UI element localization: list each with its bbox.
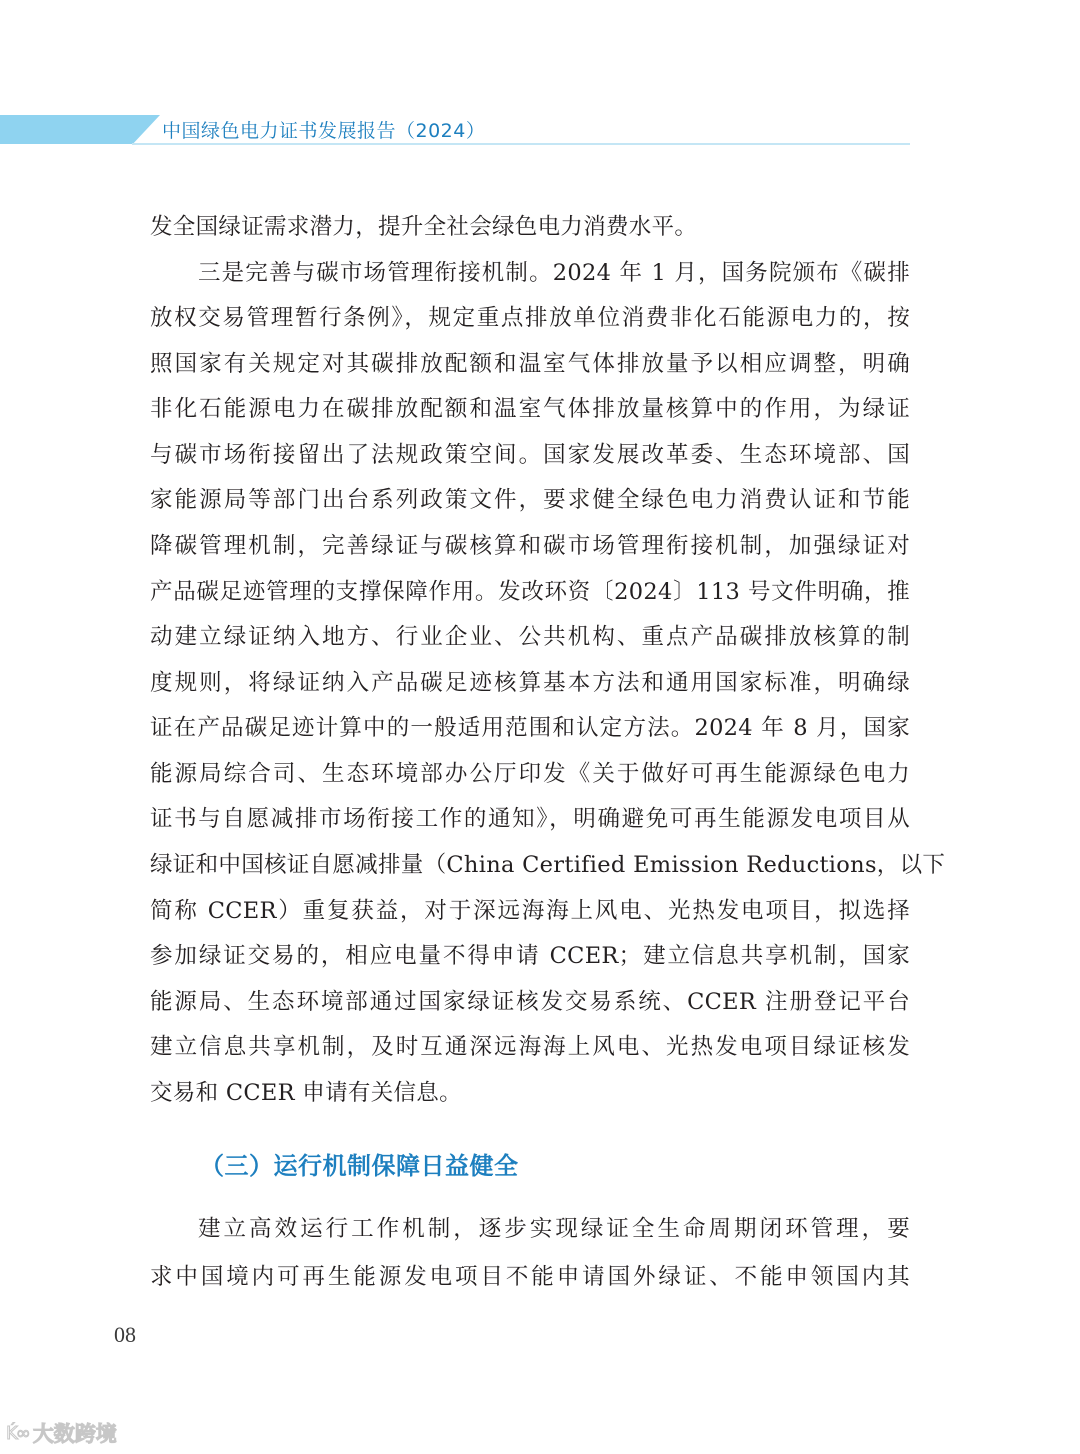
text-line: 能源局、生态环境部通过国家绿证核发交易系统、CCER 注册登记平台: [150, 989, 910, 1015]
text-line: 产品碳足迹管理的支撑保障作用。发改环资〔2024〕113 号文件明确，推: [150, 579, 910, 605]
text-line: 动建立绿证纳入地方、行业企业、公共机构、重点产品碳排放核算的制: [150, 624, 910, 650]
header-accent-band: [0, 115, 160, 144]
text-line: 三是完善与碳市场管理衔接机制。2024 年 1 月，国务院颁布《碳排: [198, 260, 910, 286]
watermark-text: 大数跨境: [32, 1422, 117, 1446]
section-heading: （三）运行机制保障日益健全: [200, 1152, 519, 1180]
text-line: 求中国境内可再生能源发电项目不能申请国外绿证、不能申领国内其: [150, 1264, 910, 1290]
text-line: 交易和 CCER 申请有关信息。: [150, 1080, 462, 1106]
text-line: 降碳管理机制，完善绿证与碳核算和碳市场管理衔接机制，加强绿证对: [150, 533, 910, 559]
text-line: 放权交易管理暂行条例》，规定重点排放单位消费非化石能源电力的，按: [150, 305, 910, 331]
header-divider: [132, 143, 910, 145]
watermark: [6, 1418, 117, 1448]
text-line: 发全国绿证需求潜力，提升全社会绿色电力消费水平。: [150, 214, 698, 240]
text-line: 参加绿证交易的，相应电量不得申请 CCER；建立信息共享机制，国家: [150, 943, 910, 969]
text-line: 简称 CCER）重复获益，对于深远海海上风电、光热发电项目，拟选择: [150, 898, 910, 924]
text-line: 建立信息共享机制，及时互通深远海海上风电、光热发电项目绿证核发: [150, 1034, 910, 1060]
text-line: 绿证和中国核证自愿减排量（China Certified Emission Reductions，以下: [150, 852, 946, 878]
page-number: 08: [114, 1322, 136, 1347]
text-line: 证在产品碳足迹计算中的一般适用范围和认定方法。2024 年 8 月，国家: [150, 715, 910, 741]
text-line: 非化石能源电力在碳排放配额和温室气体排放量核算中的作用，为绿证: [150, 396, 910, 422]
text-line: 与碳市场衔接留出了法规政策空间。国家发展改革委、生态环境部、国: [150, 442, 910, 468]
text-line: 证书与自愿减排市场衔接工作的通知》，明确避免可再生能源发电项目从: [150, 806, 910, 832]
text-line: 建立高效运行工作机制，逐步实现绿证全生命周期闭环管理，要: [198, 1216, 910, 1242]
text-line: 度规则，将绿证纳入产品碳足迹核算基本方法和通用国家标准，明确绿: [150, 670, 910, 696]
report-title: 中国绿色电力证书发展报告（2024）: [162, 120, 486, 142]
text-line: 照国家有关规定对其碳排放配额和温室气体排放量予以相应调整，明确: [150, 351, 910, 377]
watermark-logo-icon: Ḱ∞: [6, 1422, 29, 1444]
text-line: 能源局综合司、生态环境部办公厅印发《关于做好可再生能源绿色电力: [150, 761, 910, 787]
text-line: 家能源局等部门出台系列政策文件，要求健全绿色电力消费认证和节能: [150, 487, 910, 513]
